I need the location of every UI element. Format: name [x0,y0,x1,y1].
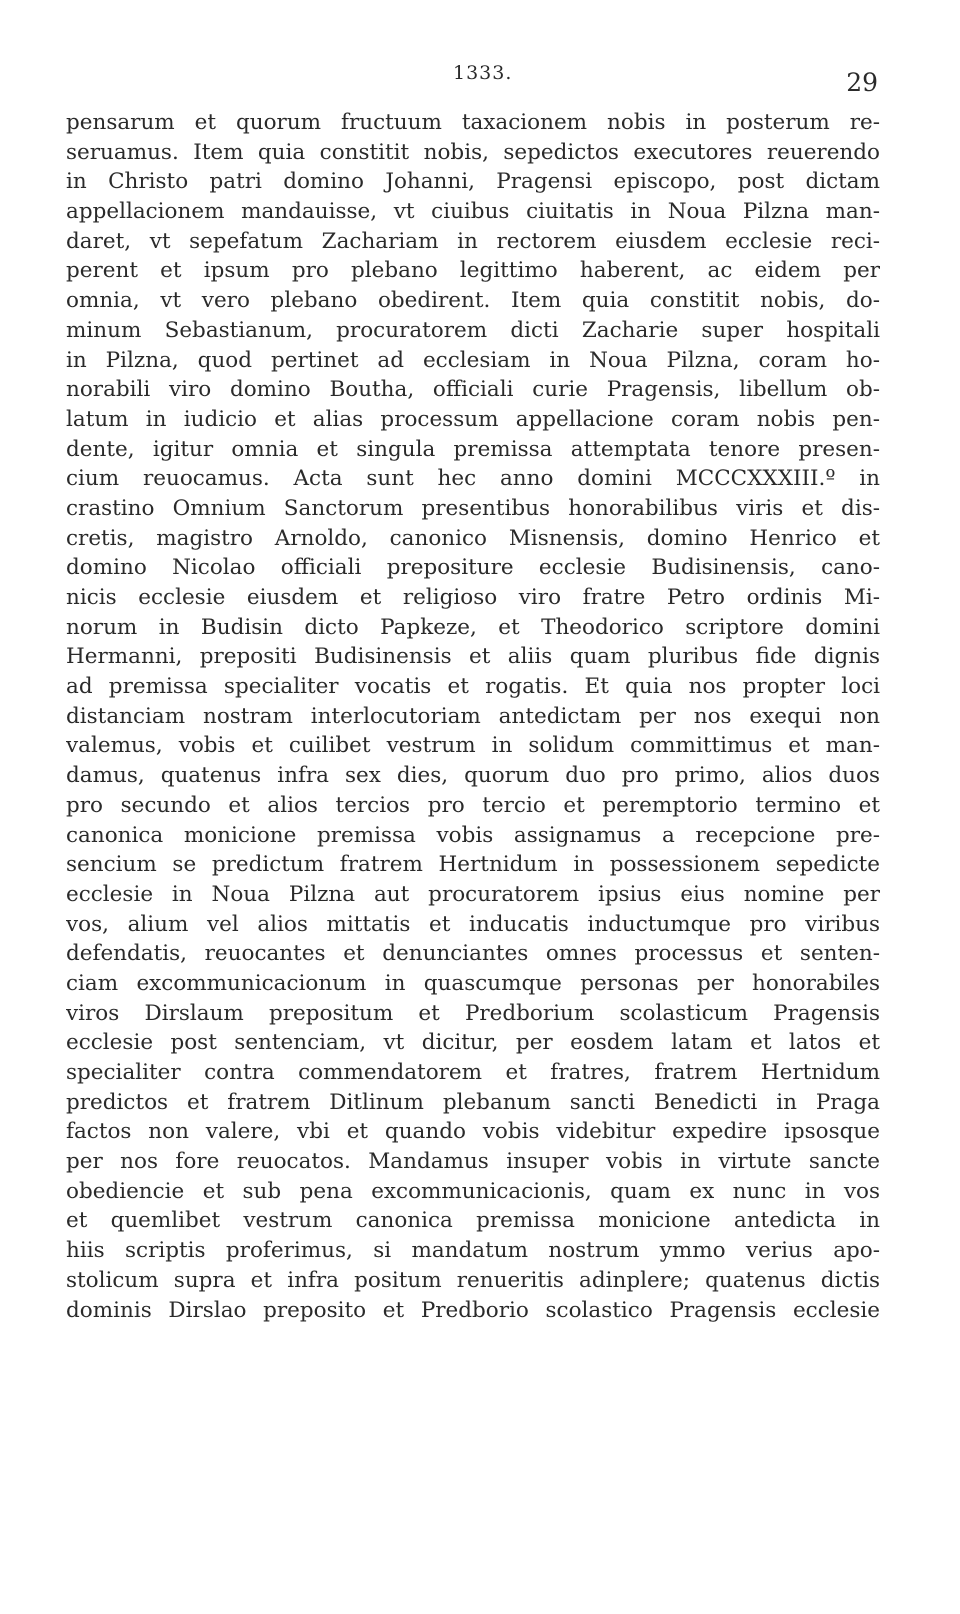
text-line: crastino Omnium Sanctorum presentibus honorabilibus viris et dis- [66,495,880,521]
text-line: Hermanni, prepositi Budisinensis et aliis quam pluribus fide dignis [66,644,880,670]
text-line: stolicum supra et infra positum renueritis adinplere; quatenus dictis [66,1267,880,1293]
text-line: factos non valere, vbi et quando vobis videbitur expedire ipsosque [66,1119,880,1145]
text-line: et quemlibet vestrum canonica premissa monicione antedicta in [66,1208,880,1234]
text-line: vos, alium vel alios mittatis et inducatis inductumque pro viribus [66,911,880,937]
text-line: in Pilzna, quod pertinet ad ecclesiam in Noua Pilzna, coram ho- [66,347,880,373]
text-line: viros Dirslaum prepositum et Predborium scolasticum Pragensis [66,1000,880,1026]
text-line: pensarum et quorum fructuum taxacionem nobis in posterum re- [66,110,880,135]
text-line: daret, vt sepefatum Zachariam in rectorem eiusdem ecclesie reci- [66,228,880,254]
text-line: omnia, vt vero plebano obedirent. Item quia constitit nobis, do- [66,288,880,314]
text-line: in Christo patri domino Johanni, Pragensi episcopo, post dictam [66,169,880,195]
text-line: ciam excommunicacionum in quascumque personas per honorabiles [66,970,880,996]
text-line: domino Nicolao officiali prepositure ecclesie Budisinensis, cano- [66,555,880,581]
text-line: ecclesie in Noua Pilzna aut procuratorem ipsius eius nomine per [66,881,880,907]
text-line: ecclesie post sentenciam, vt dicitur, per eosdem latam et latos et [66,1030,880,1056]
text-line: specialiter contra commendatorem et fratres, fratrem Hertnidum [66,1060,880,1085]
text-line: obediencie et sub pena excommunicacionis, quam ex nunc in vos [66,1178,880,1204]
text-line: latum in iudicio et alias processum appellacione coram nobis pen- [66,406,880,432]
text-line: dominis Dirslao preposito et Predborio scolastico Pragensis ecclesie [66,1297,880,1323]
text-line: appellacionem mandauisse, vt ciuibus ciuitatis in Noua Pilzna man- [66,199,880,225]
text-line: valemus, vobis et cuilibet vestrum in solidum committimus et man- [66,733,880,759]
text-line: damus, quatenus infra sex dies, quorum duo pro primo, alios duos [66,763,880,789]
text-line: dente, igitur omnia et singula premissa attemptata tenore presen- [66,436,880,462]
text-line: distanciam nostram interlocutoriam antedictam per nos exequi non [66,703,880,729]
text-line: nicis ecclesie eiusdem et religioso viro fratre Petro ordinis Mi- [66,585,880,610]
running-head-year: 1333. [453,62,513,84]
text-line: norabili viro domino Boutha, officiali curie Pragensis, libellum ob- [66,377,880,403]
text-line: norum in Budisin dicto Papkeze, et Theodorico scriptore domini [66,614,880,640]
text-line: sencium se predictum fratrem Hertnidum in possessionem sepedicte [66,852,880,878]
text-line: ad premissa specialiter vocatis et rogatis. Et quia nos propter loci [66,674,880,700]
body-text [66,108,880,1325]
text-line: minum Sebastianum, procuratorem dicti Zacharie super hospitali [66,317,880,343]
page-number: 29 [846,68,878,97]
text-line: perent et ipsum pro plebano legittimo haberent, ac eidem per [66,258,880,284]
running-header [0,62,960,102]
text-line: pro secundo et alios tercios pro tercio et peremptorio termino et [66,792,880,818]
text-line: per nos fore reuocatos. Mandamus insuper vobis in virtute sancte [66,1149,880,1175]
text-line: predictos et fratrem Ditlinum plebanum sancti Benedicti in Praga [66,1089,880,1115]
text-line: defendatis, reuocantes et denunciantes omnes processus et senten- [66,941,880,967]
text-line: cium reuocamus. Acta sunt hec anno domini MCCCXXXIII.º in [66,466,880,492]
text-line: hiis scriptis proferimus, si mandatum nostrum ymmo verius apo- [66,1238,880,1264]
text-line: seruamus. Item quia constitit nobis, sepedictos executores reuerendo [66,139,880,165]
text-line: cretis, magistro Arnoldo, canonico Misnensis, domino Henrico et [66,525,880,551]
text-line: canonica monicione premissa vobis assignamus a recepcione pre- [66,822,880,848]
